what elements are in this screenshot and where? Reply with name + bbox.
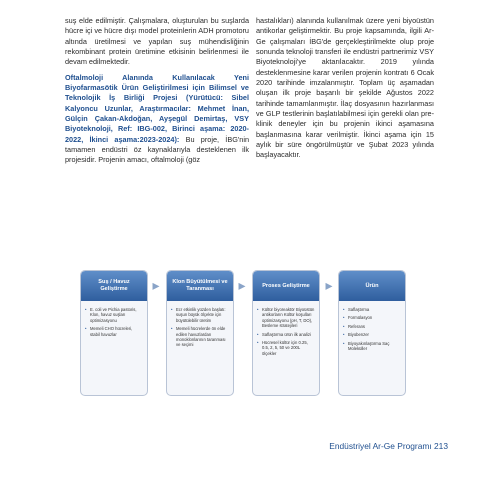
stage-item: • Formülasyon xyxy=(348,315,401,320)
stage-title: Proses Geliştirme xyxy=(253,271,319,301)
arrow-right-icon: ▸ xyxy=(152,277,160,293)
page-footer xyxy=(288,441,448,451)
stage-item: • Biyoyakınlaştırma Saç Moleküller xyxy=(348,341,401,352)
stage-item-list xyxy=(253,301,319,356)
stage-title: Klon Büyütülmesi ve Taranması xyxy=(167,271,233,301)
arrow-right-icon: ▸ xyxy=(325,277,333,293)
left-text-column xyxy=(65,16,249,171)
right-text-column xyxy=(256,16,434,166)
stage-item: • Kültür biyoreaktör Biyoüstün antikorların Kültür koşulları optimizasyonu (pH, T, DO), Besleme stratejileri xyxy=(262,307,315,329)
paragraph-ophthalmology-project xyxy=(65,73,249,166)
stage-item: • Hücresel kültür için 0.25, 0.5, 2, 5, 50 ve 200L ölçekler xyxy=(262,340,315,356)
stage-item: • Saflaştırma ürün ilk analizi xyxy=(262,332,315,337)
stage-item-list xyxy=(339,301,405,351)
project-intro-text: Bu proje, İBG'nin tamamen endüstri öz kaynaklarıyla desteklenen ilk projesidir. Projenin amacı, oftalmoloji (göz xyxy=(65,134,249,165)
stage-box-strain-development xyxy=(80,270,148,396)
stage-item-list xyxy=(81,301,147,337)
stage-box-clone-screening xyxy=(166,270,234,396)
project-heading: Oftalmoloji Alanında Kullanılacak Yeni Biyofarmasötik Ürün Geliştirilmesi için Bilimsel ve Teknolojik İş Birliği Projesi (Yürütücü: Sibel Kalyoncu Uzunlar, Araştırmacılar: Mehmet İnan, Gülçin Çakan-Akdoğan, Ayşegül Demirtaş, VSY Biyoteknoloji, Ref: IBG-002, Birinci aşama: 2020-2022, İkinci aşama:2023-2024): xyxy=(65,72,249,144)
footer-label: Endüstriyel Ar-Ge Programı xyxy=(329,441,432,451)
stage-item: • E. coli ve Pichia pastoris, Klon, havuz suşları optimizasyonu xyxy=(90,307,143,323)
stage-item: • Memeli hücrelerde ön elde edilen havuzlardan monoklonlarının taranması ve seçimi xyxy=(176,326,229,348)
stage-title: Suş / Havuz Geliştirme xyxy=(81,271,147,301)
stage-item: • Biyobenzer xyxy=(348,332,401,337)
stage-item: • Ecr etkinlik yüzden başlatı: suşun büyük ölçekte için büyütülebilir üretim xyxy=(176,307,229,323)
paragraph-strain-engineering: suş elde edilmiştir. Çalışmalara, oluşturulan bu suşlarda hücre içi ve hücre dışı model proteinlerin ADH promotoru altında üretilmesi ve yapılan suş mühendisliğinin rekombinant protein üretimine etkisinin belirlenmesi ile devam edilmektedir. xyxy=(65,16,249,67)
stage-item: • Saflaştırma xyxy=(348,307,401,312)
stage-item: • Referans xyxy=(348,324,401,329)
page-number: 213 xyxy=(434,441,448,451)
paragraph-project-details: hastalıkları) alanında kullanılmak üzere yeni biyoüstün antikorlar geliştirmektir. Bu proje kapsamında, ilgili Ar-Ge çalışmaları İBG'de gerçekleştirilmekte olup proje sonunda teknoloji transferi ile endüstri partnerimiz VSY Biyoteknoloji'ye aktarılacaktır. 2019 yılında desteklenmesine karar verilen projenin kontratı 6 Ocak 2020 tarihinde imzalanmıştır. Toplam üç aşamadan oluşan ilk proje başarılı bir şekilde Ağustos 2022 tarihinde tamamlanmıştır. İlaç dosyasının hazırlanması ve GLP testlerinin başlatılabilmesi için gerekli olan pre-klinik deneyler için bu projenin ikinci aşamasına başlanmasına karar verilmiştir. İkinci aşama için 15 aylık bir süre öngörülmüştür ve Şubat 2023 yılında başlayacaktır. xyxy=(256,16,434,160)
arrow-right-icon: ▸ xyxy=(238,277,246,293)
stage-item-list xyxy=(167,301,233,348)
stage-title: Ürün xyxy=(339,271,405,301)
stage-item: • Memeli CHO hücreleri, stabil havuzlar xyxy=(90,326,143,337)
stage-box-product xyxy=(338,270,406,396)
process-diagram xyxy=(80,270,408,396)
stage-box-process-development xyxy=(252,270,320,396)
